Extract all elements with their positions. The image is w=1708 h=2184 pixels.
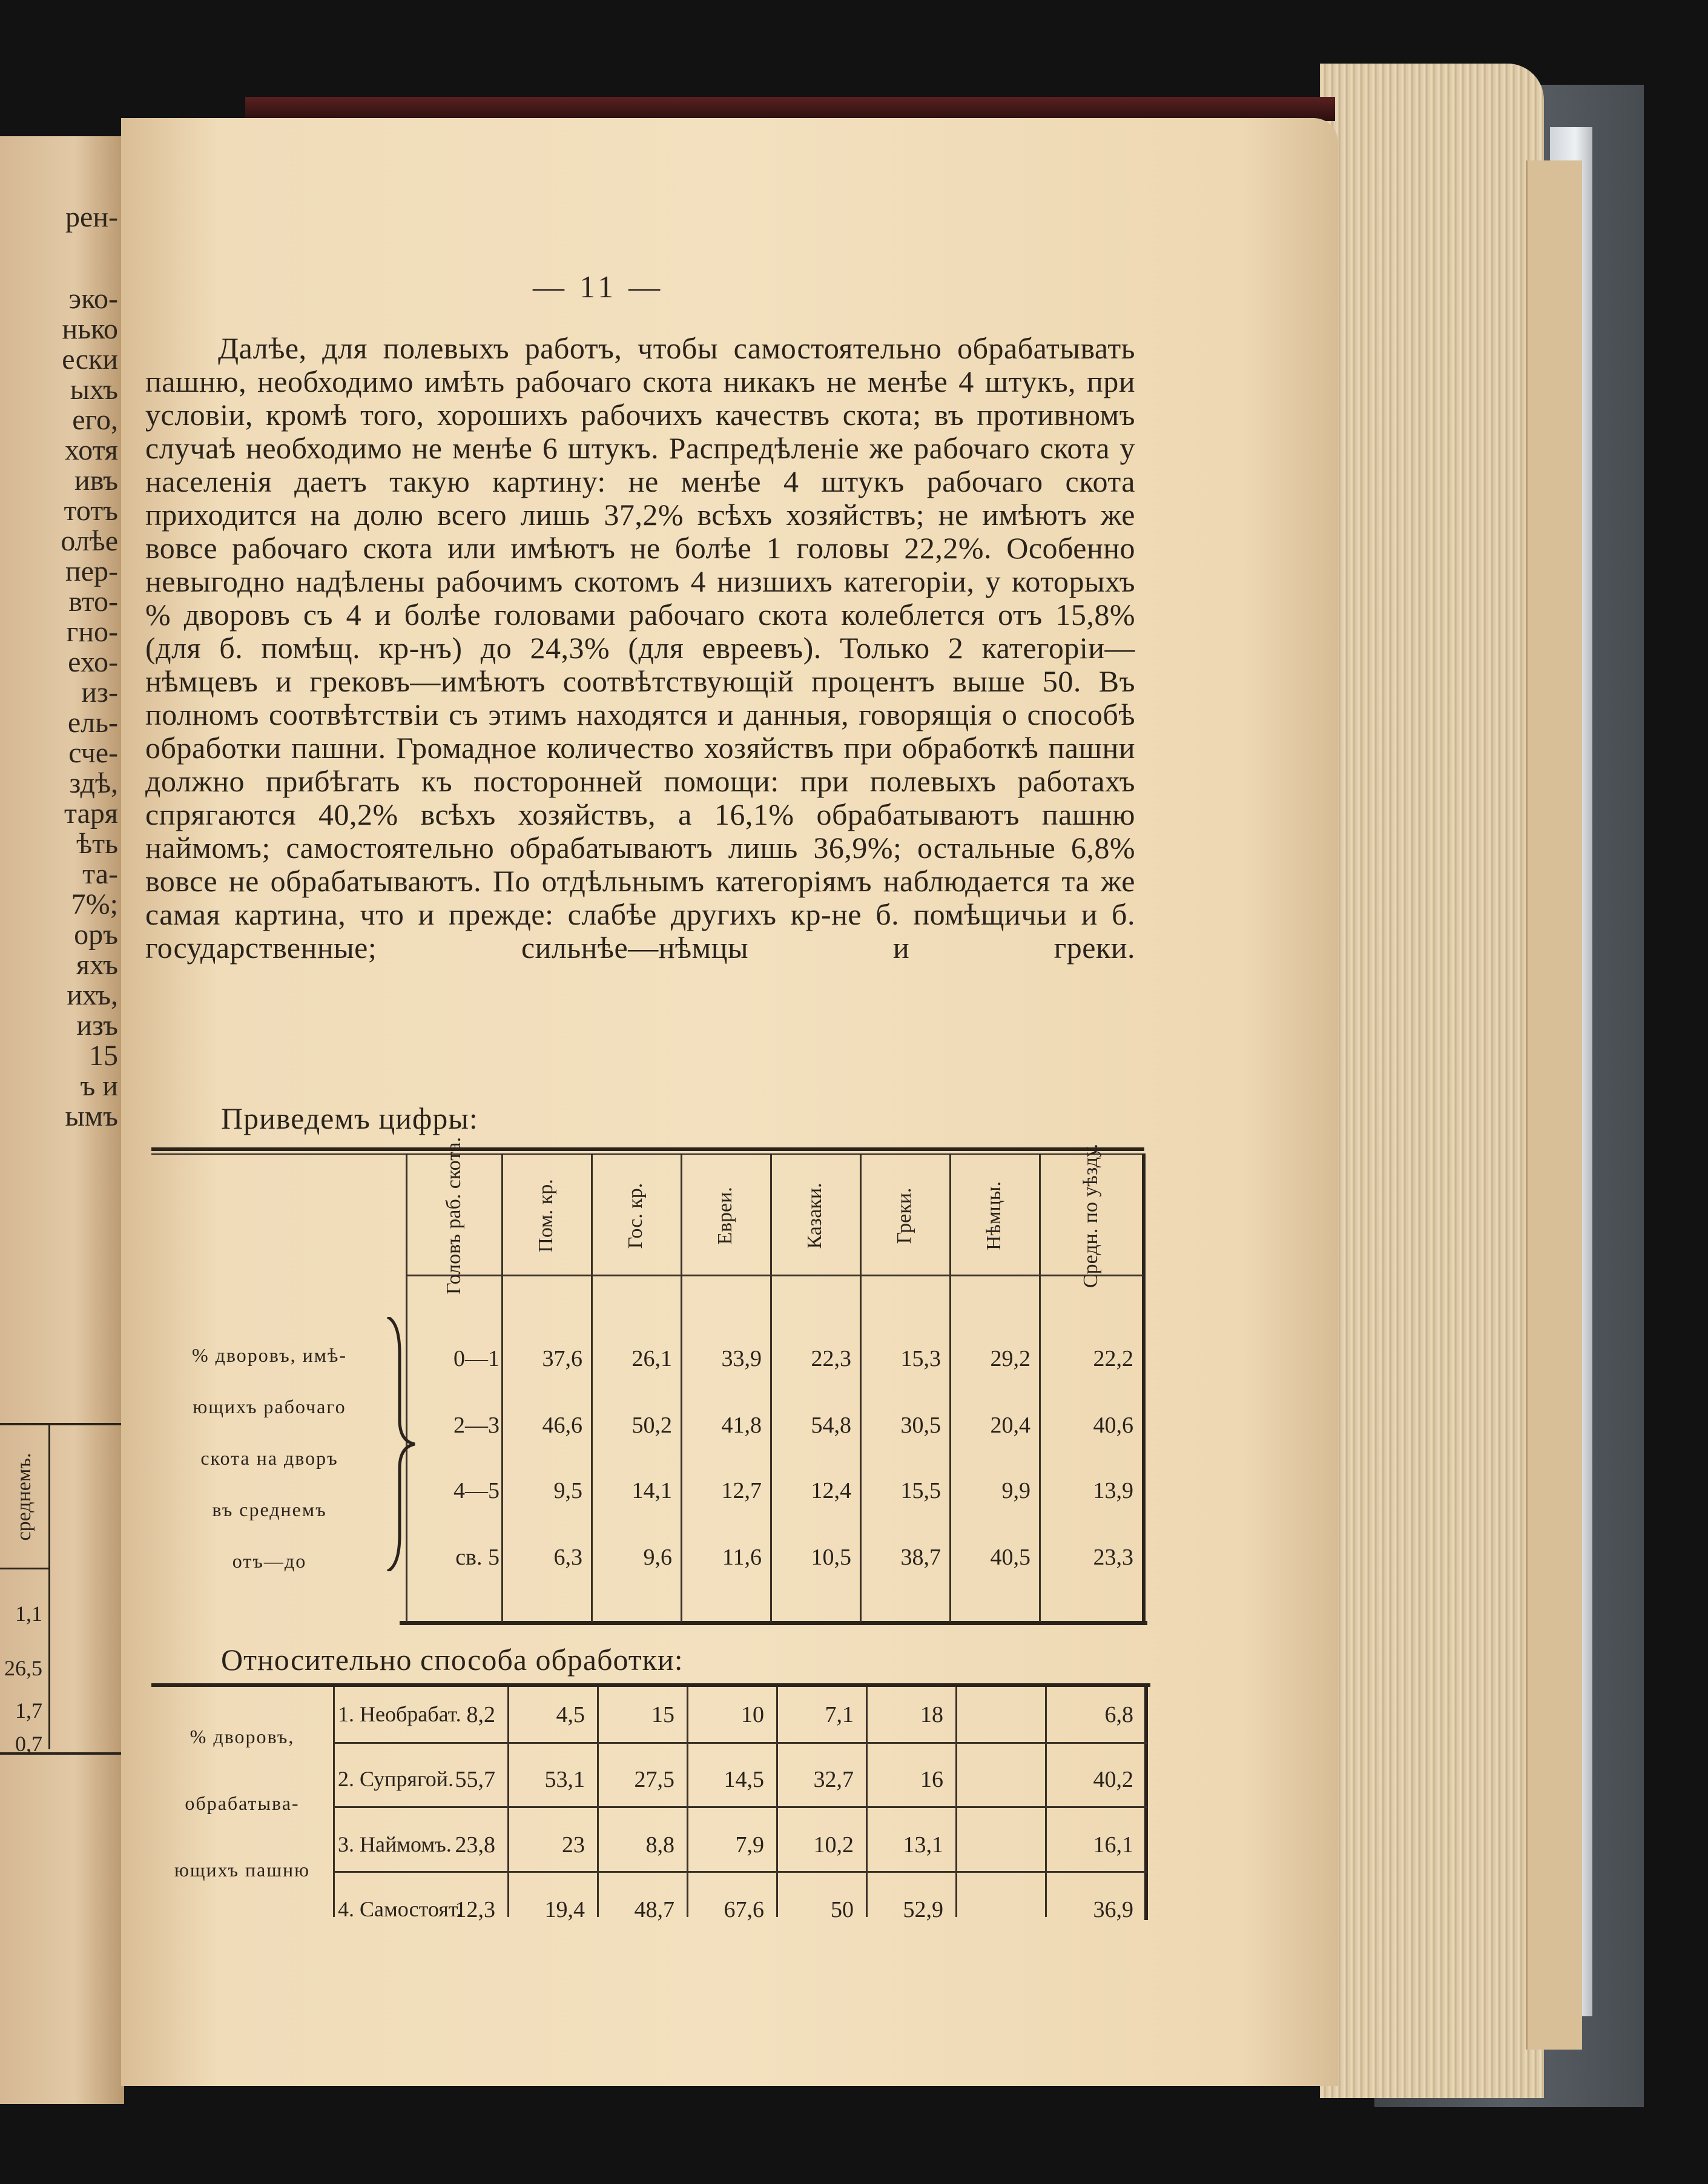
table-cell: 16 bbox=[920, 1767, 943, 1792]
table-cell: 16,1 bbox=[1093, 1832, 1133, 1858]
left-page-fragment: ехо- bbox=[68, 646, 118, 678]
left-page-fragment: пер- bbox=[65, 555, 118, 587]
row-label: 2—3 bbox=[453, 1413, 500, 1438]
left-page-fragment: та- bbox=[82, 858, 118, 890]
table-rule-right bbox=[1142, 1153, 1146, 1623]
stub-line: обрабатыва- bbox=[185, 1792, 300, 1814]
table-cell: 9,6 bbox=[643, 1545, 672, 1570]
table-cell: 19,4 bbox=[544, 1897, 585, 1922]
table-cell: 10 bbox=[741, 1702, 764, 1727]
left-page-fragment: 15 bbox=[89, 1040, 118, 1072]
table-cell: 8,8 bbox=[645, 1832, 674, 1858]
column-header-head-count bbox=[409, 1137, 500, 1295]
table-cell: 55,7 bbox=[455, 1767, 495, 1792]
table-rule-right bbox=[1144, 1687, 1148, 1920]
header-label: Гос. кр. bbox=[624, 1183, 647, 1249]
table-rule-bottom bbox=[400, 1621, 1147, 1625]
table-cell: 6,8 bbox=[1104, 1702, 1133, 1727]
next-page-edge bbox=[1526, 160, 1582, 2050]
left-table-value: 26,5 bbox=[4, 1656, 42, 1680]
table-rule-top bbox=[151, 1147, 1144, 1151]
left-page-fragment: счe- bbox=[68, 737, 118, 769]
column-rule bbox=[333, 1687, 335, 1917]
table-cell: 36,9 bbox=[1093, 1897, 1133, 1922]
left-page-fragment: олѣе bbox=[61, 525, 118, 557]
table-cell: 10,5 bbox=[811, 1545, 851, 1570]
left-page-fragment: изъ bbox=[76, 1009, 118, 1041]
table-cell: 40,5 bbox=[990, 1545, 1030, 1570]
table-cell: 9,9 bbox=[1001, 1478, 1030, 1503]
table-cell: 26,1 bbox=[631, 1346, 672, 1371]
left-page-fragment: гно- bbox=[66, 616, 118, 648]
left-page-table bbox=[0, 1423, 124, 1755]
row-label: 2. Супрягой. bbox=[338, 1767, 454, 1791]
column-rule bbox=[1045, 1687, 1047, 1917]
row-label: 4. Самостоят. bbox=[338, 1897, 462, 1921]
table-cell: 7,9 bbox=[735, 1832, 764, 1858]
livestock-table bbox=[151, 1137, 1144, 1626]
left-page-fragment: эко- bbox=[68, 283, 118, 315]
left-page-fragment: яхъ bbox=[76, 949, 118, 981]
column-header-nemtsy bbox=[951, 1158, 1037, 1273]
cultivation-table bbox=[151, 1683, 1150, 1925]
table-cell: 27,5 bbox=[634, 1767, 674, 1792]
left-page-fragment: ихъ, bbox=[67, 979, 118, 1011]
page-number: — 11 — bbox=[533, 270, 664, 305]
table-cell: 12,4 bbox=[811, 1478, 851, 1503]
table-cell: 40,2 bbox=[1093, 1767, 1133, 1792]
table-rule-top-thin bbox=[151, 1153, 1144, 1155]
left-page-fragment: его, bbox=[72, 404, 118, 436]
column-header-evrei bbox=[682, 1158, 768, 1273]
header-label: Евреи. bbox=[714, 1187, 736, 1245]
table-cell: 10,2 bbox=[813, 1832, 854, 1858]
table-cell: 67,6 bbox=[724, 1897, 764, 1922]
stub-line: отъ—до bbox=[232, 1550, 307, 1572]
left-page bbox=[0, 136, 124, 2104]
left-table-value: 1,7 bbox=[15, 1698, 42, 1723]
table-cell: 54,8 bbox=[811, 1413, 851, 1438]
left-table-header bbox=[0, 1425, 50, 1569]
stub-line: скота на дворъ bbox=[200, 1447, 338, 1469]
table-cell: 22,2 bbox=[1093, 1346, 1133, 1371]
body-paragraph: Далѣе, для полевыхъ работъ, чтобы самостоятельно обрабатывать пашню, необходимо имѣть рабочаго скота никакъ не менѣе 4 штукъ, при условіи, кромѣ того, хорошихъ рабочихъ качествъ скота; въ противномъ случаѣ необходимо не менѣе 6 штукъ. Распредѣленіе же рабочаго скота у населенія даетъ такую картину: не менѣе 4 штукъ рабочаго скота приходится на долю всего лишь 37,2% всѣхъ хозяйствъ; не имѣютъ же вовсе рабочаго скота или имѣютъ не болѣе 1 головы 22,2%. Особенно невыгодно надѣлены рабочимъ скотомъ 4 низшихъ категоріи, у которыхъ % дворовъ съ 4 и болѣе головами рабочаго скота колеблется отъ 15,8% (для б. помѣщ. кр-нъ) до 24,3% (для евреевъ). Только 2 категоріи—нѣмцевъ и грековъ—имѣютъ соотвѣтствующій процентъ выше 50. Въ полномъ соотвѣтствіи съ этимъ находятся и данныя, говорящія о способѣ обработки пашни. Громадное количество хозяйствъ при обработкѣ пашни должно прибѣгать къ посторонней помощи: при полевыхъ работахъ спрягаются 40,2% всѣхъ хозяйствъ, а 16,1% обрабатываютъ пашню наймомъ; самостоятельно обрабатываютъ лишь 36,9%; остальные 6,8% вовсе не обрабатываютъ. По отдѣльнымъ категоріямъ наблюдается та же самая картина, что и прежде: слабѣе другихъ кр-не б. помѣщичьи и б. государственные; сильнѣе—нѣмцы и греки. bbox=[145, 331, 1135, 965]
left-page-fragment: 7%; bbox=[71, 888, 118, 920]
table-cell: 15 bbox=[651, 1702, 674, 1727]
stub-line: ющихъ рабочаго bbox=[193, 1396, 346, 1417]
left-table-header-label: среднемъ. bbox=[13, 1453, 35, 1540]
left-page-fragment: ески bbox=[62, 343, 118, 375]
table-cell: 23,8 bbox=[455, 1832, 495, 1858]
stub-line: % дворовъ, имѣ- bbox=[191, 1344, 348, 1366]
column-rule bbox=[955, 1687, 957, 1917]
left-page-fragment: из- bbox=[81, 676, 118, 708]
table-cell: 29,2 bbox=[990, 1346, 1030, 1371]
left-page-fragment: ымъ bbox=[65, 1100, 118, 1132]
row-rule bbox=[333, 1871, 1147, 1873]
left-page-fragment: ель- bbox=[67, 707, 118, 739]
left-table-value: 1,1 bbox=[15, 1602, 42, 1626]
table-cell: 18 bbox=[920, 1702, 943, 1727]
left-page-fragment: ыхъ bbox=[70, 374, 118, 406]
left-page-fragment: здѣ, bbox=[69, 767, 118, 799]
table-cell: 22,3 bbox=[811, 1346, 851, 1371]
left-page-fragment: ъ и bbox=[80, 1070, 118, 1102]
table-cell: 52,9 bbox=[903, 1897, 943, 1922]
column-header-greki bbox=[862, 1158, 948, 1273]
table-cell: 32,7 bbox=[813, 1767, 854, 1792]
stub-line: ющихъ пашню bbox=[174, 1859, 310, 1881]
left-page-fragment: рен- bbox=[65, 201, 118, 233]
table-cell: 7,1 bbox=[825, 1702, 854, 1727]
table-cell: 15,5 bbox=[900, 1478, 941, 1503]
left-page-fragment: оръ bbox=[74, 919, 118, 951]
stub-line: % дворовъ, bbox=[190, 1726, 295, 1747]
table-cell: 40,6 bbox=[1093, 1413, 1133, 1438]
row-label: 4—5 bbox=[453, 1478, 500, 1503]
table-cell: 48,7 bbox=[634, 1897, 674, 1922]
table-cell: 23,3 bbox=[1093, 1545, 1133, 1570]
table-cell: 53,1 bbox=[544, 1767, 585, 1792]
table-cell: 46,6 bbox=[542, 1413, 582, 1438]
column-header-average bbox=[1041, 1143, 1141, 1288]
table-cell: 14,1 bbox=[631, 1478, 672, 1503]
table-cell: 8,2 bbox=[466, 1702, 495, 1727]
row-label: 3. Наймомъ. bbox=[338, 1832, 452, 1856]
table-cell: 37,6 bbox=[542, 1346, 582, 1371]
row-label: 0—1 bbox=[453, 1346, 500, 1371]
table-cell: 9,5 bbox=[553, 1478, 582, 1503]
table-cell: 14,5 bbox=[724, 1767, 764, 1792]
left-page-fragment: тотъ bbox=[64, 495, 118, 527]
header-label: Казаки. bbox=[803, 1183, 826, 1249]
page-stack-edge bbox=[1320, 64, 1544, 2098]
column-header-gos bbox=[593, 1158, 679, 1273]
left-page-fragment: нько bbox=[62, 313, 118, 345]
table1-caption: Приведемъ цифры: bbox=[221, 1101, 478, 1135]
left-table-rule bbox=[48, 1568, 50, 1749]
left-page-fragment: хотя bbox=[65, 434, 118, 466]
table-cell: 4,5 bbox=[556, 1702, 585, 1727]
column-header-pom bbox=[503, 1158, 589, 1273]
table-cell: 12,7 bbox=[721, 1478, 762, 1503]
table-cell: 13,1 bbox=[903, 1832, 943, 1858]
left-table-value: 0,7 bbox=[15, 1732, 42, 1756]
table-cell: 15,3 bbox=[900, 1346, 941, 1371]
table-cell: 11,6 bbox=[722, 1545, 762, 1570]
table-cell: 38,7 bbox=[900, 1545, 941, 1570]
header-label: Нѣмцы. bbox=[983, 1181, 1005, 1251]
left-page-fragment: ивъ bbox=[74, 464, 118, 497]
header-label: Средн. по уѣзду. bbox=[1079, 1143, 1102, 1288]
table-cell: 50,2 bbox=[631, 1413, 672, 1438]
left-page-fragment: ѣть bbox=[76, 828, 118, 860]
table-cell: 20,4 bbox=[990, 1413, 1030, 1438]
table2-caption: Относительно способа обработки: bbox=[221, 1643, 684, 1677]
header-label: Головъ раб. скота. bbox=[443, 1137, 465, 1295]
table-cell: 30,5 bbox=[900, 1413, 941, 1438]
table-rule-top bbox=[151, 1683, 1150, 1687]
table-cell: 41,8 bbox=[721, 1413, 762, 1438]
column-header-kazaki bbox=[772, 1158, 858, 1273]
table-cell: 13,9 bbox=[1093, 1478, 1133, 1503]
binding-edge bbox=[245, 97, 1335, 121]
left-page-fragment: вто- bbox=[68, 586, 118, 618]
table-rule-header bbox=[406, 1275, 1143, 1276]
row-label: 1. Необрабат. bbox=[338, 1702, 461, 1726]
row-label: св. 5 bbox=[455, 1545, 500, 1570]
header-label: Греки. bbox=[893, 1187, 915, 1244]
table-cell: 50 bbox=[831, 1897, 854, 1922]
stub-line: въ среднемъ bbox=[212, 1499, 327, 1520]
header-label: Пом. кр. bbox=[535, 1179, 557, 1253]
row-rule bbox=[333, 1742, 1147, 1744]
table-cell: 33,9 bbox=[721, 1346, 762, 1371]
row-rule bbox=[333, 1806, 1147, 1808]
table-cell: 12,3 bbox=[455, 1897, 495, 1922]
table-cell: 6,3 bbox=[553, 1545, 582, 1570]
left-page-fragment: таря bbox=[64, 797, 118, 830]
table-cell: 23 bbox=[562, 1832, 585, 1858]
